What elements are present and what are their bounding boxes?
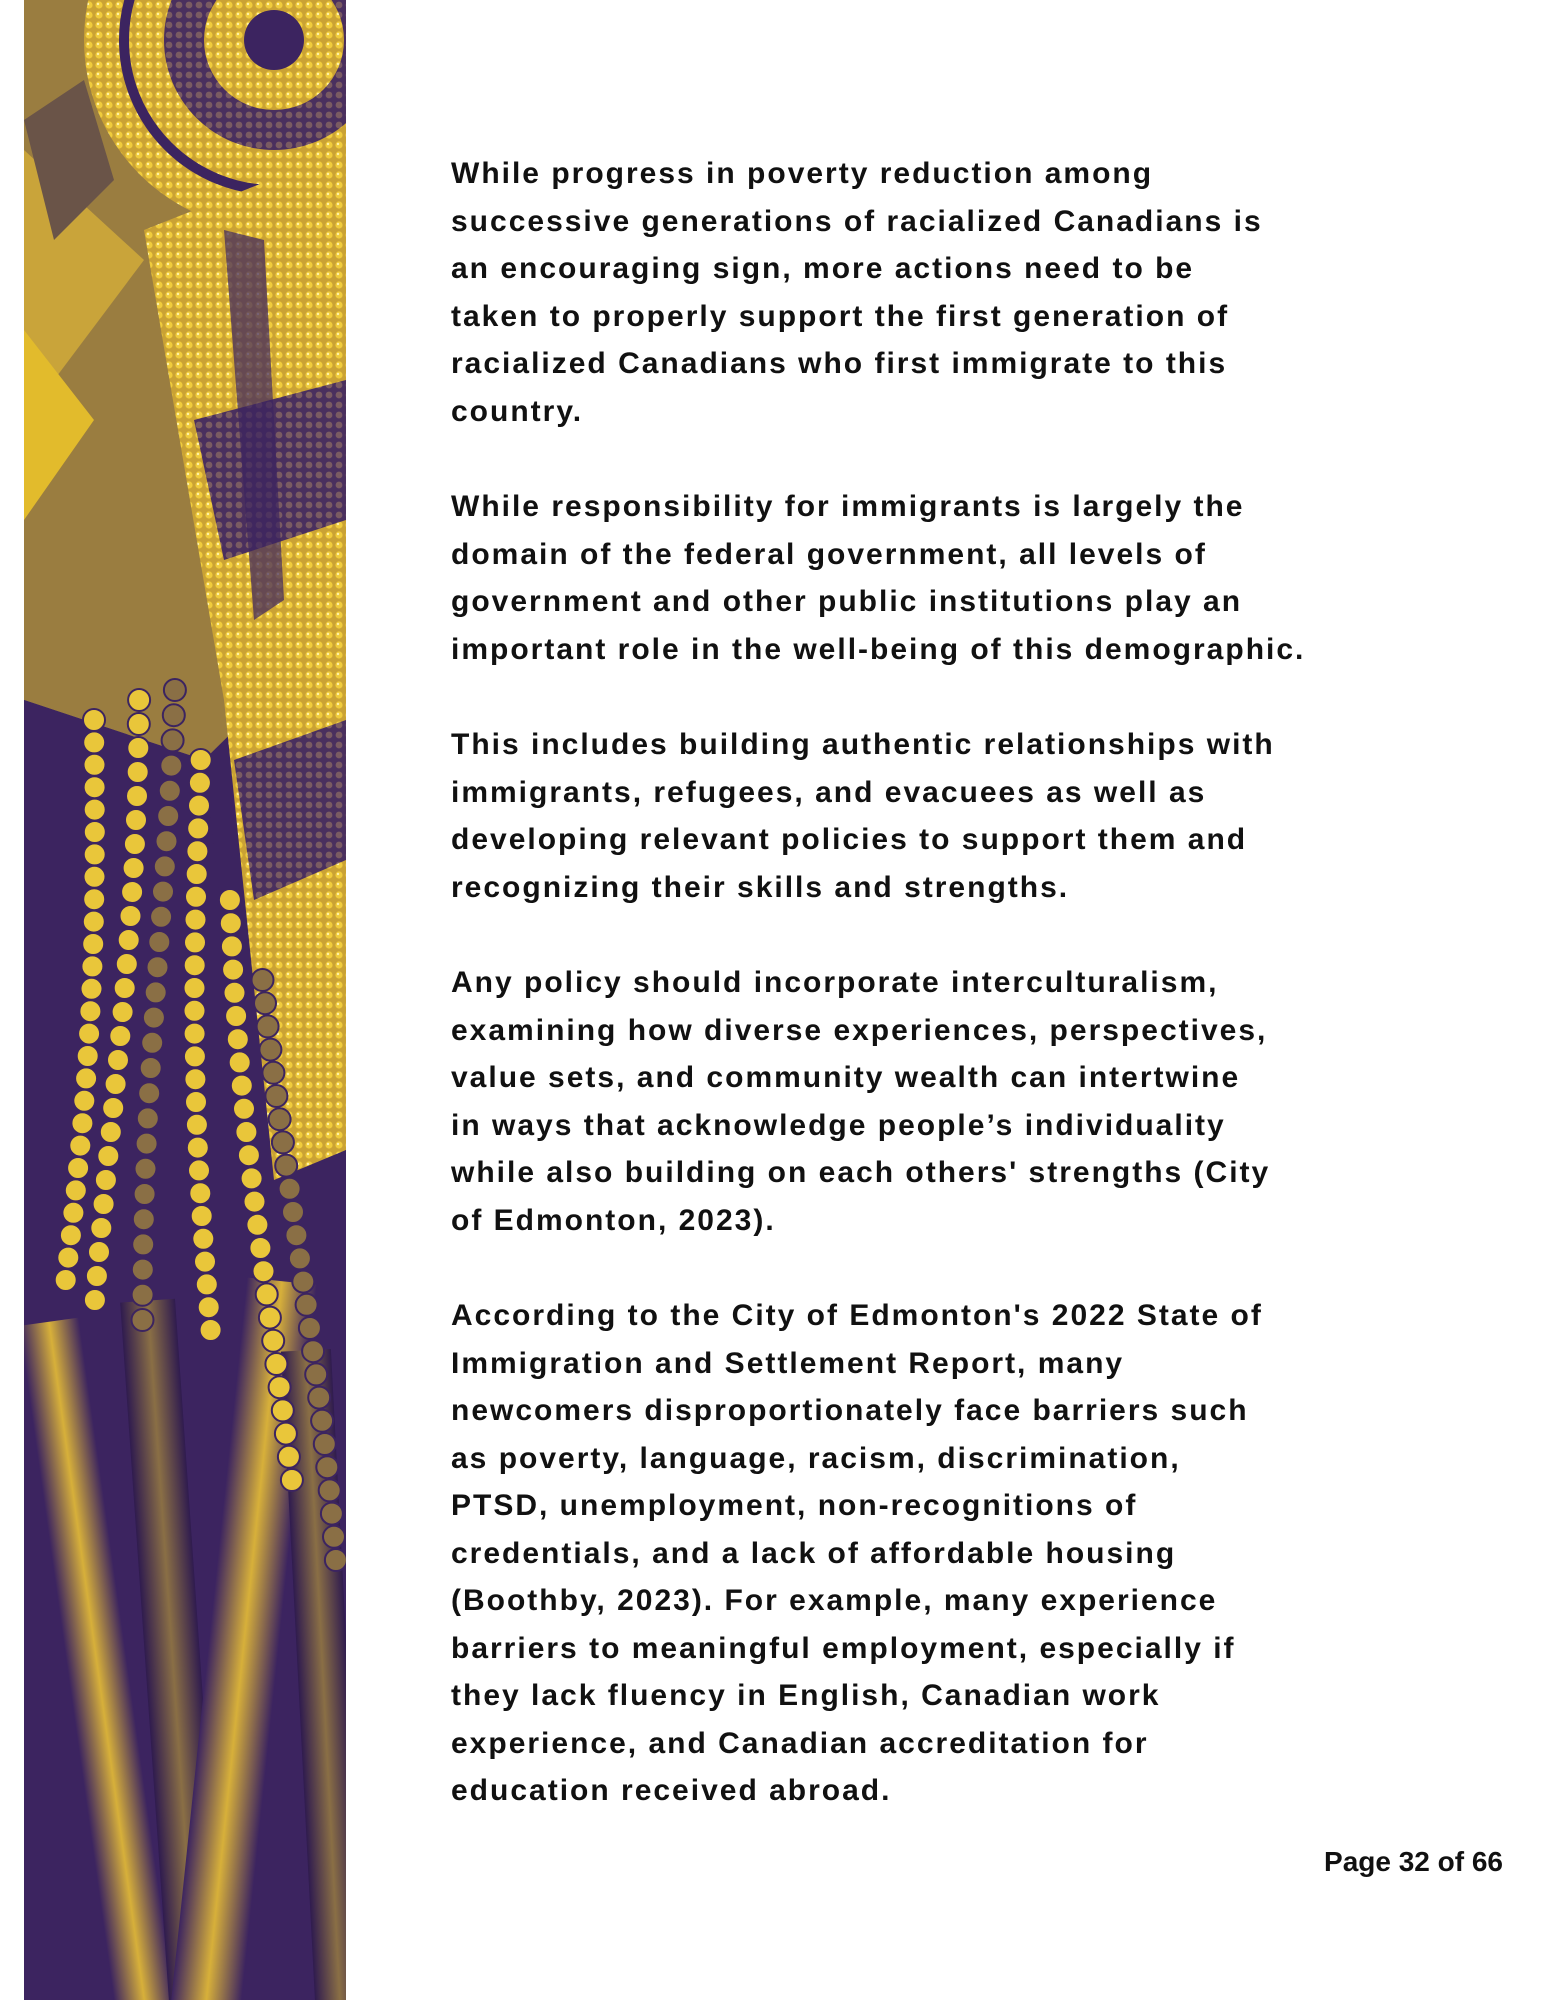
bead — [93, 1193, 115, 1215]
bead — [184, 977, 206, 999]
bead — [95, 1169, 117, 1191]
bead — [191, 1205, 213, 1227]
bead — [83, 911, 105, 933]
bead — [272, 1131, 294, 1153]
bead — [241, 1167, 263, 1189]
bead — [225, 1005, 247, 1027]
bead — [79, 1000, 101, 1022]
bead — [120, 905, 142, 927]
bead — [219, 889, 241, 911]
bead — [256, 1283, 278, 1305]
bead — [254, 992, 276, 1014]
body-text — [451, 150, 1411, 1863]
bead — [138, 1082, 160, 1104]
bead — [302, 1340, 324, 1362]
bead — [235, 1121, 257, 1143]
bead — [227, 1028, 249, 1050]
bead — [118, 929, 140, 951]
paragraph-4: Any policy should incorporate interculturalism, examining how diverse experiences, perspectives, value sets, and community wealth can intertwine in ways that acknowledge people’s individuality while also building on each others' strengths (City of Edmonton, 2023). — [451, 966, 1271, 1237]
bead — [84, 821, 106, 843]
bead — [132, 1233, 154, 1255]
bead — [150, 906, 172, 928]
bead — [184, 954, 206, 976]
bead — [126, 785, 148, 807]
bead — [132, 1309, 154, 1331]
bead — [246, 1214, 268, 1236]
bead — [200, 1319, 222, 1341]
bead — [190, 749, 212, 771]
bead — [231, 1075, 253, 1097]
bead — [77, 1045, 99, 1067]
bead — [184, 1045, 206, 1067]
bead — [163, 704, 185, 726]
bead — [157, 805, 179, 827]
bead — [305, 1363, 327, 1385]
bead — [132, 1259, 154, 1281]
bead — [81, 978, 103, 1000]
bead — [75, 1067, 97, 1089]
bead — [265, 1353, 287, 1375]
bead — [220, 912, 242, 934]
bead — [233, 1098, 255, 1120]
bead — [192, 1228, 214, 1250]
bead — [162, 729, 184, 751]
bead — [308, 1387, 330, 1409]
bead — [141, 1032, 163, 1054]
bead — [82, 933, 104, 955]
bead — [137, 1107, 159, 1129]
bead — [132, 1284, 154, 1306]
bead — [319, 1479, 341, 1501]
bead — [152, 881, 174, 903]
bead — [154, 855, 176, 877]
bead — [194, 1251, 216, 1273]
bead — [185, 909, 207, 931]
bead — [114, 977, 136, 999]
bead — [252, 969, 274, 991]
bead — [186, 1114, 208, 1136]
bead — [249, 1237, 271, 1259]
bead — [84, 799, 106, 821]
bead — [184, 931, 206, 953]
bead — [97, 1145, 119, 1167]
bead — [147, 956, 169, 978]
bead — [83, 709, 105, 731]
bead — [83, 888, 105, 910]
bead — [84, 843, 106, 865]
bead — [69, 1135, 91, 1157]
bead — [60, 1224, 82, 1246]
bead — [62, 1202, 84, 1224]
bead — [296, 1294, 318, 1316]
bead — [188, 1159, 210, 1181]
bead — [109, 1025, 131, 1047]
bead — [229, 1051, 251, 1073]
bead — [159, 780, 181, 802]
bead — [311, 1410, 333, 1432]
bead — [105, 1073, 127, 1095]
bead — [164, 679, 186, 701]
bead — [299, 1317, 321, 1339]
bead — [128, 689, 150, 711]
bead — [278, 1446, 300, 1468]
page-number: Page 32 of 66 — [1324, 1846, 1503, 1877]
bead — [57, 1247, 79, 1269]
bead — [292, 1271, 314, 1293]
bead — [133, 1208, 155, 1230]
beadwork-photo — [24, 0, 346, 2000]
bead — [257, 1015, 279, 1037]
bead — [84, 776, 106, 798]
bead — [143, 1007, 165, 1029]
bead — [188, 795, 210, 817]
bead — [83, 731, 105, 753]
bead — [221, 935, 243, 957]
bead — [281, 1469, 303, 1491]
bead — [321, 1503, 343, 1525]
bead — [323, 1526, 345, 1548]
bead — [185, 1091, 207, 1113]
bead — [65, 1179, 87, 1201]
bead — [123, 857, 145, 879]
bead — [134, 1183, 156, 1205]
bead — [325, 1549, 346, 1571]
bead — [186, 840, 208, 862]
bead — [136, 1133, 158, 1155]
bead — [67, 1157, 89, 1179]
bead — [73, 1090, 95, 1112]
paragraph-5: According to the City of Edmonton's 2022 State of Immigration and Settlement Report, many newcomers disproportionately face barriers such as poverty, language, racism, discrimination, PTSD, unemployment, non-recognitions of credentials, and a lack of affordable housing (Boothby, 2023). For example, many experience barriers to meaningful employment, especially if they lack fluency in English, Canadian work experience, and Canadian accreditation for education received abroad. — [451, 1299, 1263, 1807]
bead — [78, 1023, 100, 1045]
bead — [86, 1265, 108, 1287]
bead — [262, 1062, 284, 1084]
bead — [160, 755, 182, 777]
bead — [185, 886, 207, 908]
bead — [112, 1001, 134, 1023]
bead — [189, 1182, 211, 1204]
bead — [262, 1330, 284, 1352]
bead — [259, 1039, 281, 1061]
bead — [55, 1269, 77, 1291]
paragraph-3: This includes building authentic relationships with immigrants, refugees, and evacuees as well as developing relevant policies to support them and recognizing their skills and strengths. — [451, 728, 1275, 904]
bead — [269, 1108, 291, 1130]
bead — [102, 1097, 124, 1119]
bead — [244, 1191, 266, 1213]
left-margin — [0, 0, 24, 2000]
bead — [187, 817, 209, 839]
bead — [269, 1376, 291, 1398]
bead — [84, 866, 106, 888]
bead — [196, 1273, 218, 1295]
bead — [116, 953, 138, 975]
bead — [124, 833, 146, 855]
bead — [135, 1158, 157, 1180]
bead — [224, 982, 246, 1004]
bead — [145, 981, 167, 1003]
bead — [125, 809, 147, 831]
bead — [156, 830, 178, 852]
bead — [127, 761, 149, 783]
bead — [222, 959, 244, 981]
bead — [148, 931, 170, 953]
bead — [184, 1068, 206, 1090]
bead — [88, 1241, 110, 1263]
bead — [121, 881, 143, 903]
bead — [128, 713, 150, 735]
bead — [285, 1224, 307, 1246]
bead — [127, 737, 149, 759]
paragraph-2: While responsibility for immigrants is largely the domain of the federal government, all levels of government and other public institutions play an important role in the well-being of this demographic. — [451, 490, 1306, 666]
bead — [314, 1433, 336, 1455]
bead — [84, 754, 106, 776]
bead — [238, 1144, 260, 1166]
bead — [107, 1049, 129, 1071]
bead — [259, 1307, 281, 1329]
bead — [186, 863, 208, 885]
bead — [189, 772, 211, 794]
bead — [90, 1217, 112, 1239]
bead — [198, 1296, 220, 1318]
bead — [316, 1456, 338, 1478]
bead — [279, 1178, 301, 1200]
bead — [275, 1423, 297, 1445]
bead — [100, 1121, 122, 1143]
bead — [187, 1137, 209, 1159]
bead — [184, 1023, 206, 1045]
bead — [71, 1112, 93, 1134]
bead — [81, 955, 103, 977]
bead — [265, 1085, 287, 1107]
bead — [253, 1260, 275, 1282]
bead — [140, 1057, 162, 1079]
bead — [282, 1201, 304, 1223]
bead — [84, 1289, 106, 1311]
bead — [184, 1000, 206, 1022]
bead — [272, 1399, 294, 1421]
bead — [275, 1155, 297, 1177]
bead — [289, 1247, 311, 1269]
paragraph-1: While progress in poverty reduction among successive generations of racialized Canadians is an encouraging sign, more actions need to be taken to properly support the first generation of racialized Canadians who first immigrate to this country. — [451, 157, 1263, 428]
